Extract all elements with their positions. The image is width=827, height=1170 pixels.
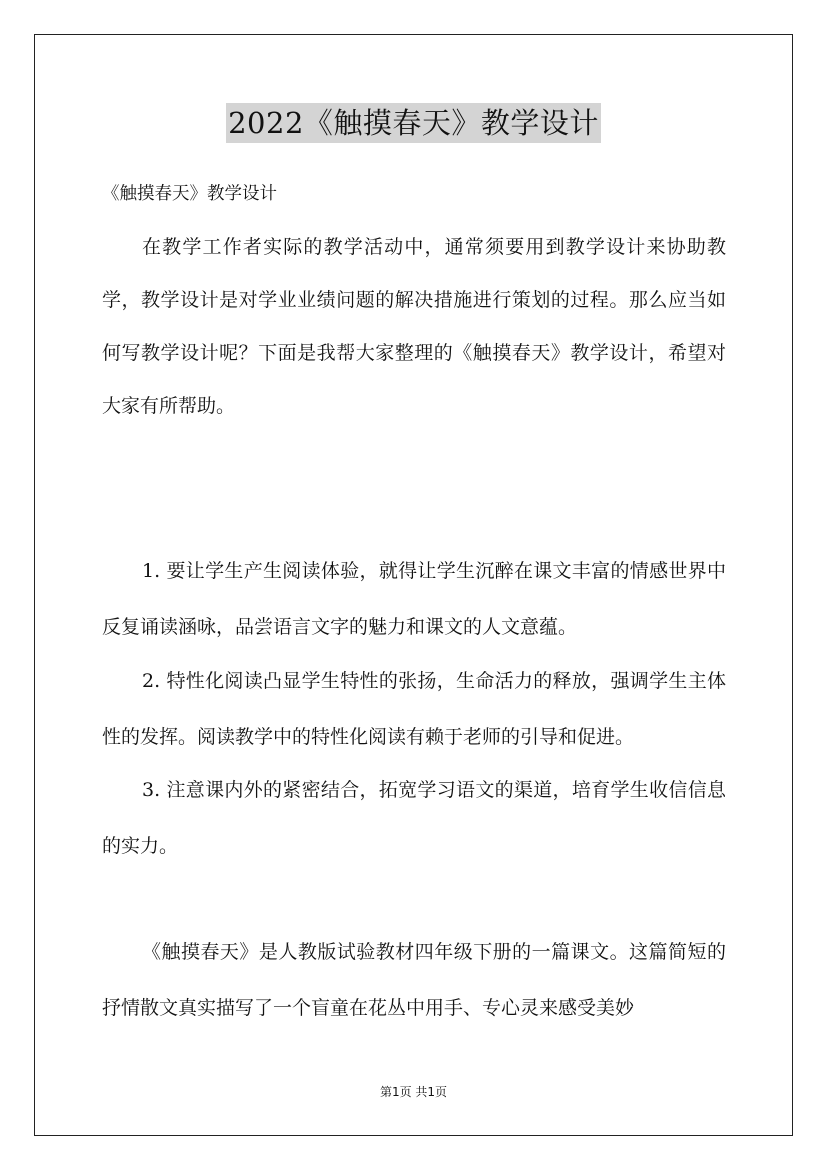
point-1-paragraph: 1. 要让学生产生阅读体验，就得让学生沉醉在课文丰富的情感世界中反复诵读涵咏，品尝语言文字的魅力和课文的人文意蕴。 (102, 560, 726, 638)
body-paragraph: 《触摸春天》是人教版试验教材四年级下册的一篇课文。这篇简短的抒情散文真实描写了一个盲童在花丛中用手、专心灵来感受美妙 (102, 941, 726, 1019)
point-2-paragraph: 2. 特性化阅读凸显学生特性的张扬，生命活力的释放，强调学生主体性的发挥。阅读教学中的特性化阅读有赖于老师的引导和促进。 (102, 670, 726, 748)
point-3-paragraph: 3. 注意课内外的紧密结合，拓宽学习语文的渠道，培育学生收信信息的实力。 (102, 779, 726, 857)
intro-paragraph: 在教学工作者实际的教学活动中，通常须要用到教学设计来协助教学，教学设计是对学业业绩问题的解决措施进行策划的过程。那么应当如何写教学设计呢？下面是我帮大家整理的《触摸春天》教学设计，希望对大家有所帮助。 (102, 236, 726, 417)
document-title: 2022《触摸春天》教学设计 (226, 103, 601, 143)
title-container (0, 103, 827, 143)
page-number-footer: 第1页 共1页 (379, 1085, 448, 1099)
document-subtitle: 《触摸春天》教学设计 (102, 184, 277, 204)
